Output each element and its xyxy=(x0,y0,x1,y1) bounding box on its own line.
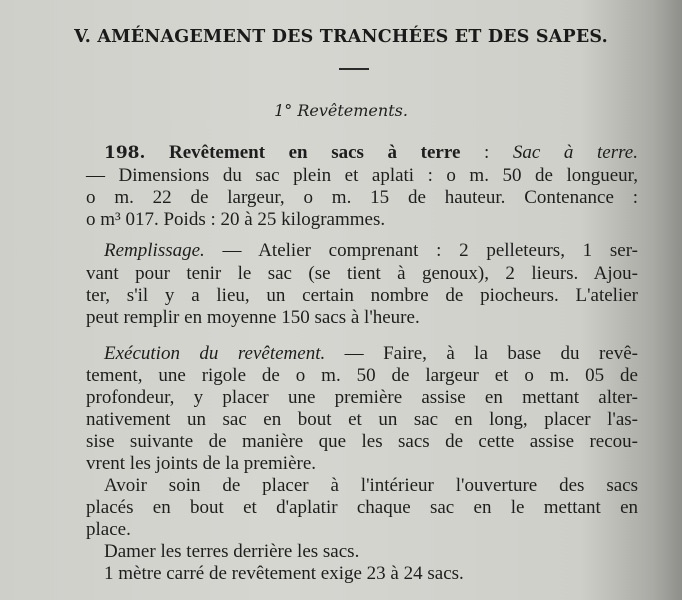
damer-line: Damer les terres derrière les sacs. xyxy=(104,541,360,562)
execution-line-1: tement, une rigole de o m. 50 de largeur et o m. 05 de xyxy=(86,365,638,386)
title-divider xyxy=(339,68,369,70)
article-heading-separator: : xyxy=(460,142,513,163)
chapter-title: V. AMÉNAGEMENT DES TRANCHÉES ET DES SAPES. xyxy=(74,27,608,47)
metre-carre-line: 1 mètre carré de revêtement exige 23 à 24 sacs. xyxy=(104,563,464,584)
execution-line-2: profondeur, y placer une première assise en mettant alter- xyxy=(86,387,638,408)
article-198-heading-line xyxy=(104,142,638,164)
execution-first-line-text: — Faire, à la base du revê- xyxy=(325,343,638,364)
article-198-line-2: o m. 22 de largeur, o m. 15 de hauteur. Contenance : xyxy=(86,187,638,208)
avoir-soin-line-2: placés en bout et d'aplatir chaque sac en le mettant en xyxy=(86,497,638,518)
avoir-soin-line-3: place. xyxy=(86,519,131,540)
remplissage-first-line-text: — Atelier comprenant : 2 pelleteurs, 1 ser- xyxy=(204,240,638,261)
article-number: 198. xyxy=(104,143,146,163)
execution-first-line xyxy=(104,343,638,365)
article-heading: Revêtement en sacs à terre xyxy=(169,142,461,163)
avoir-soin-line-1: Avoir soin de placer à l'intérieur l'ouverture des sacs xyxy=(104,475,638,496)
execution-label: Exécution du revêtement. xyxy=(104,343,326,364)
section-title: 1° Revêtements. xyxy=(274,101,408,120)
article-198-line-1: — Dimensions du sac plein et aplati : o m. 50 de longueur, xyxy=(86,165,638,186)
remplissage-first-line xyxy=(104,240,638,262)
execution-line-5: vrent les joints de la première. xyxy=(86,453,317,474)
remplissage-line-3: peut remplir en moyenne 150 sacs à l'heure. xyxy=(86,307,420,328)
remplissage-line-1: vant pour tenir le sac (se tient à genoux), 2 lieurs. Ajou- xyxy=(86,263,638,284)
remplissage-label: Remplissage. xyxy=(104,240,205,261)
article-heading-item: Sac à terre. xyxy=(512,142,638,163)
article-198-line-3: o m³ 017. Poids : 20 à 25 kilogrammes. xyxy=(86,209,386,230)
execution-line-3: nativement un sac en bout et un sac en long, placer l'as- xyxy=(86,409,638,430)
remplissage-line-2: ter, s'il y a lieu, un certain nombre de piocheurs. L'atelier xyxy=(86,285,638,306)
execution-line-4: sise suivante de manière que les sacs de cette assise recou- xyxy=(86,431,638,452)
